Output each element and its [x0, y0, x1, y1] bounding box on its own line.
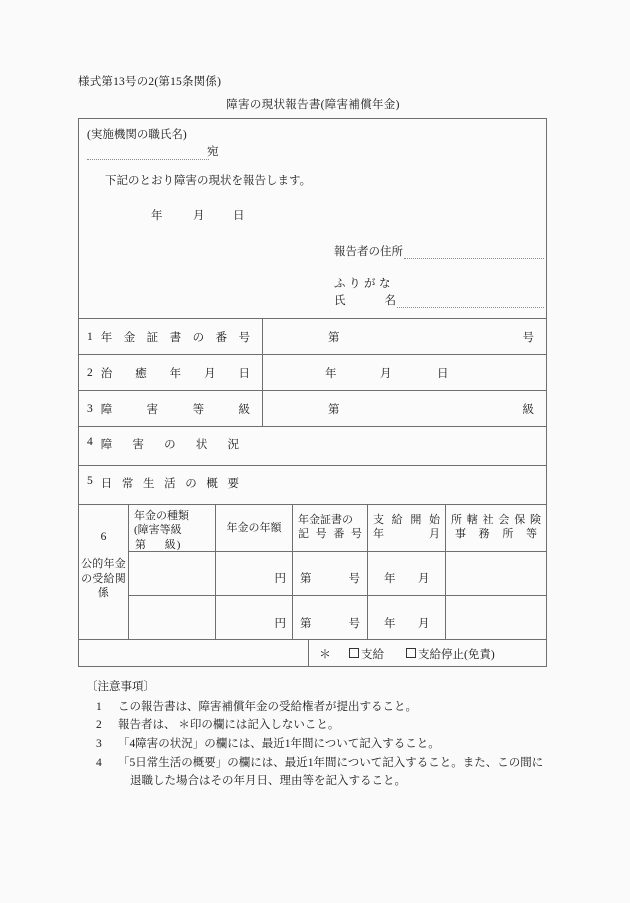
row-label-1: 1 年 金 証 書 の 番 号	[79, 319, 263, 354]
table-row	[129, 596, 546, 640]
header-payment-start	[368, 505, 446, 551]
note-item: 3 「4障害の状況」の欄には、最近1年間について記入すること。	[96, 737, 440, 750]
header-pension-type: 年金の種類 (障害等級 第 級)	[129, 505, 216, 551]
agency-name-fill[interactable]	[87, 145, 209, 160]
table-row-daily-life-summary[interactable]	[79, 466, 546, 505]
cell-office-2[interactable]	[446, 596, 546, 640]
table-row-cure-date	[79, 355, 546, 391]
cell-payment-start-2[interactable]	[368, 596, 446, 640]
cell-payment-start-1[interactable]	[368, 552, 446, 595]
notes-section	[86, 678, 556, 791]
row-value-1[interactable]	[263, 319, 546, 354]
header-cert-symbol-chars: 記 号 番 号	[298, 528, 362, 541]
row-label-5-chars: 日 常 生 活 の 概 要	[100, 478, 239, 490]
cert-number-labels-1: 第 号	[300, 573, 360, 585]
header-office-chars-line1: 所 轄 社 会 保 険	[451, 514, 541, 526]
reporter-address-input[interactable]	[404, 246, 544, 259]
payment-status-box	[308, 640, 547, 667]
reporter-name-row	[334, 292, 544, 308]
header-social-insurance-office	[446, 505, 546, 551]
section6-header-row	[129, 505, 546, 552]
row-label-4-chars: 障 害 の 状 況	[100, 439, 239, 451]
reporter-name-label: 氏 名	[334, 295, 396, 307]
report-statement: 下記のとおり障害の現状を報告します。	[105, 175, 312, 187]
row-label-1-chars: 年 金 証 書 の 番 号	[100, 331, 250, 344]
row-label-5: 5 日 常 生 活 の 概 要	[79, 475, 263, 491]
section6-grid	[129, 505, 546, 639]
note-item-4-text: 「5日常生活の概要」の欄には、最近1年間について記入すること。また、この間に 退職した場合はその年月日、理由等を記入すること。	[118, 756, 544, 788]
date-month-label: 月	[193, 210, 205, 222]
cert-number-prefix: 第	[328, 331, 340, 344]
table-row-disability-grade	[79, 391, 546, 427]
table-row-disability-condition[interactable]	[79, 427, 546, 466]
reporter-furigana-label: ふりがな	[334, 278, 394, 290]
cell-office-1[interactable]	[446, 552, 546, 595]
row-value-3[interactable]	[263, 391, 546, 426]
cell-pension-type-2[interactable]	[129, 596, 216, 640]
section6-number: 6	[100, 531, 107, 543]
date-day-label: 日	[233, 210, 245, 222]
cell-cert-number-1[interactable]	[293, 552, 368, 595]
table-section-public-pension	[79, 505, 546, 640]
form-table	[78, 118, 547, 667]
payment-start-labels-2: 年 月	[384, 618, 430, 630]
date-year-label: 年	[151, 210, 163, 222]
notes-title: 〔注意事項〕	[86, 681, 155, 693]
reporter-info	[334, 243, 544, 308]
row-label-3-chars: 障 害 等 級	[100, 403, 250, 416]
table-row-pension-cert-number	[79, 319, 546, 355]
cell-pension-type-1[interactable]	[129, 552, 216, 595]
checkbox-payment-suspended[interactable]: 支給停止(免責)	[406, 646, 495, 662]
row-value-2[interactable]	[263, 355, 546, 390]
row-label-2-chars: 治 癒 年 月 日	[100, 367, 250, 380]
cell-cert-number-2[interactable]	[293, 596, 368, 640]
note-item: 4 「5日常生活の概要」の欄には、最近1年間について記入すること。また、この間に 退職した場合はその年月日、理由等を記入すること。	[96, 754, 556, 791]
cell-annual-amount-2[interactable]	[216, 596, 293, 640]
grade-suffix: 級	[522, 403, 534, 416]
amount-unit-1: 円	[274, 573, 286, 585]
intro-block	[79, 119, 546, 319]
grade-prefix: 第	[328, 403, 340, 416]
section6-label-cell	[79, 505, 129, 639]
reporter-address-label: 報告者の住所	[334, 246, 403, 258]
table-row	[129, 552, 546, 596]
addressee-suffix: 宛	[207, 146, 219, 158]
section6-category-label: 公的年金の受給関係	[81, 558, 126, 600]
checkbox-icon[interactable]	[349, 648, 359, 658]
header-payment-start-ym: 年 月	[373, 528, 440, 541]
cure-date-field: 年 月 日	[325, 367, 449, 380]
page-title: 障害の現状報告書(障害補償年金)	[226, 99, 400, 111]
asterisk-marker: ＊	[319, 647, 332, 661]
header-grade-line: 第 級)	[135, 538, 182, 551]
header-cert-symbol-number: 年金証書の 記 号 番 号	[293, 505, 368, 551]
header-payment-start-chars: 支 給 開 始	[373, 514, 440, 526]
form-code: 様式第13号の2(第15条関係)	[78, 76, 222, 88]
payment-status-row	[79, 640, 546, 666]
row-label-3: 3 障 害 等 級	[79, 391, 263, 426]
report-date-field[interactable]	[151, 207, 245, 223]
cert-number-suffix: 号	[522, 331, 534, 344]
agency-name-label: (実施機関の職氏名)	[87, 129, 187, 141]
checkbox-payment[interactable]: 支給	[349, 646, 384, 662]
header-office-chars-line2: 事 務 所 等	[455, 528, 537, 541]
row-label-2: 2 治 癒 年 月 日	[79, 355, 263, 390]
reporter-name-input[interactable]	[397, 295, 544, 308]
note-item: 1 この報告書は、障害補償年金の受給権者が提出すること。	[96, 700, 417, 713]
payment-start-labels-1: 年 月	[384, 573, 430, 585]
row-label-4: 4 障 害 の 状 況	[79, 436, 263, 452]
header-annual-amount: 年金の年額	[216, 505, 293, 551]
reporter-address-row	[334, 243, 544, 259]
amount-unit-2: 円	[274, 618, 286, 630]
note-item: 2 報告者は、 ＊印の欄には記入しないこと。	[96, 719, 340, 732]
cell-annual-amount-1[interactable]	[216, 552, 293, 595]
checkbox-icon[interactable]	[406, 648, 416, 658]
cert-number-labels-2: 第 号	[300, 618, 360, 630]
